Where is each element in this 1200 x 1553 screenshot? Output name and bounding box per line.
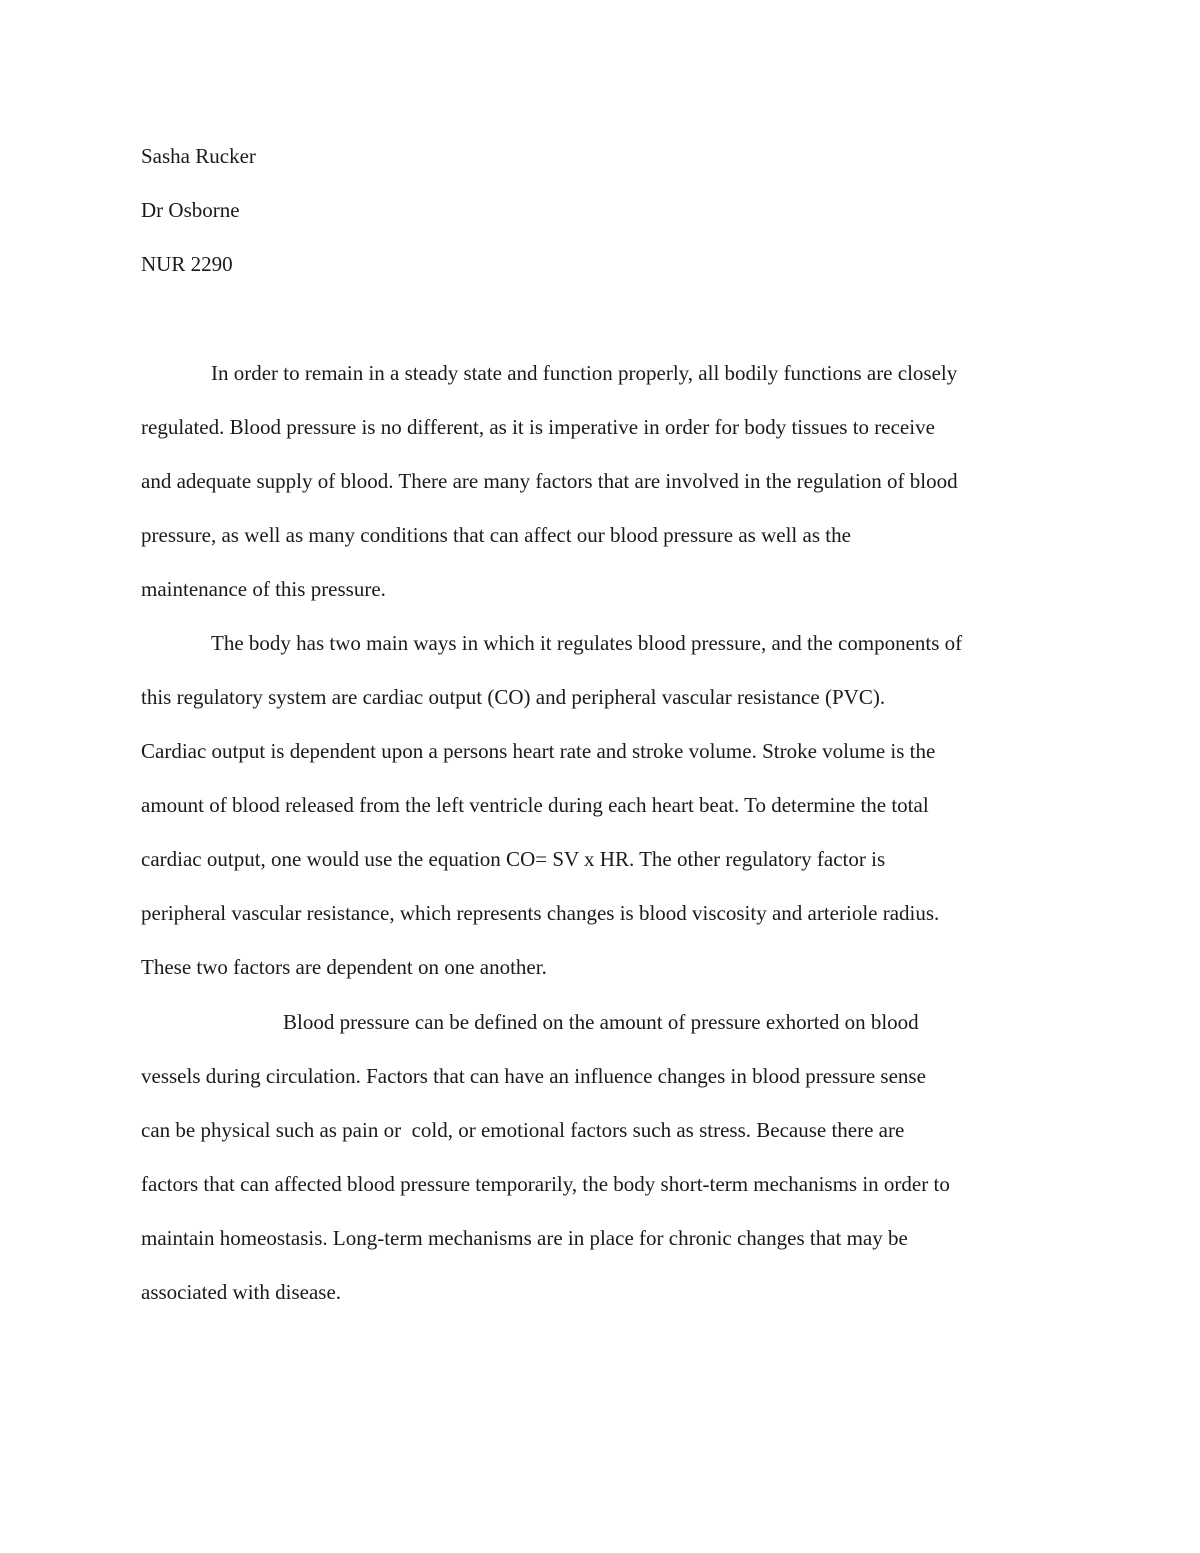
course-code: NUR 2290	[141, 252, 233, 276]
paragraph-line: peripheral vascular resistance, which represents changes is blood viscosity and arteriole radius.	[141, 901, 940, 925]
paragraph-line: The body has two main ways in which it regulates blood pressure, and the components of	[211, 631, 963, 655]
paragraph-line: factors that can affected blood pressure temporarily, the body short-term mechanisms in order to	[141, 1172, 950, 1196]
paragraph-line: this regulatory system are cardiac output (CO) and peripheral vascular resistance (PVC).	[141, 685, 886, 709]
paragraph-line: Blood pressure can be defined on the amount of pressure exhorted on blood	[283, 1010, 919, 1034]
instructor-name: Dr Osborne	[141, 198, 240, 222]
paragraph-line: maintain homeostasis. Long-term mechanisms are in place for chronic changes that may be	[141, 1226, 908, 1250]
paragraph-line: maintenance of this pressure.	[141, 577, 386, 601]
paragraph-line: can be physical such as pain or cold, or emotional factors such as stress. Because there are	[141, 1118, 905, 1142]
paragraph-line: In order to remain in a steady state and function properly, all bodily functions are closely	[211, 361, 958, 385]
paragraph-line: cardiac output, one would use the equation CO= SV x HR. The other regulatory factor is	[141, 847, 886, 871]
paragraph-line: Cardiac output is dependent upon a persons heart rate and stroke volume. Stroke volume is the	[141, 739, 936, 763]
paragraph-line: regulated. Blood pressure is no different, as it is imperative in order for body tissues to receive	[141, 415, 935, 439]
paragraph-line: pressure, as well as many conditions that can affect our blood pressure as well as the	[141, 523, 851, 547]
paragraph-line: and adequate supply of blood. There are many factors that are involved in the regulation of blood	[141, 469, 958, 493]
paragraph-line: These two factors are dependent on one another.	[141, 955, 547, 979]
paragraph-line: associated with disease.	[141, 1280, 342, 1304]
paragraph-line: vessels during circulation. Factors that can have an influence changes in blood pressure sense	[141, 1064, 926, 1088]
paragraph-line: amount of blood released from the left ventricle during each heart beat. To determine the total	[141, 793, 929, 817]
author-name: Sasha Rucker	[141, 144, 256, 168]
